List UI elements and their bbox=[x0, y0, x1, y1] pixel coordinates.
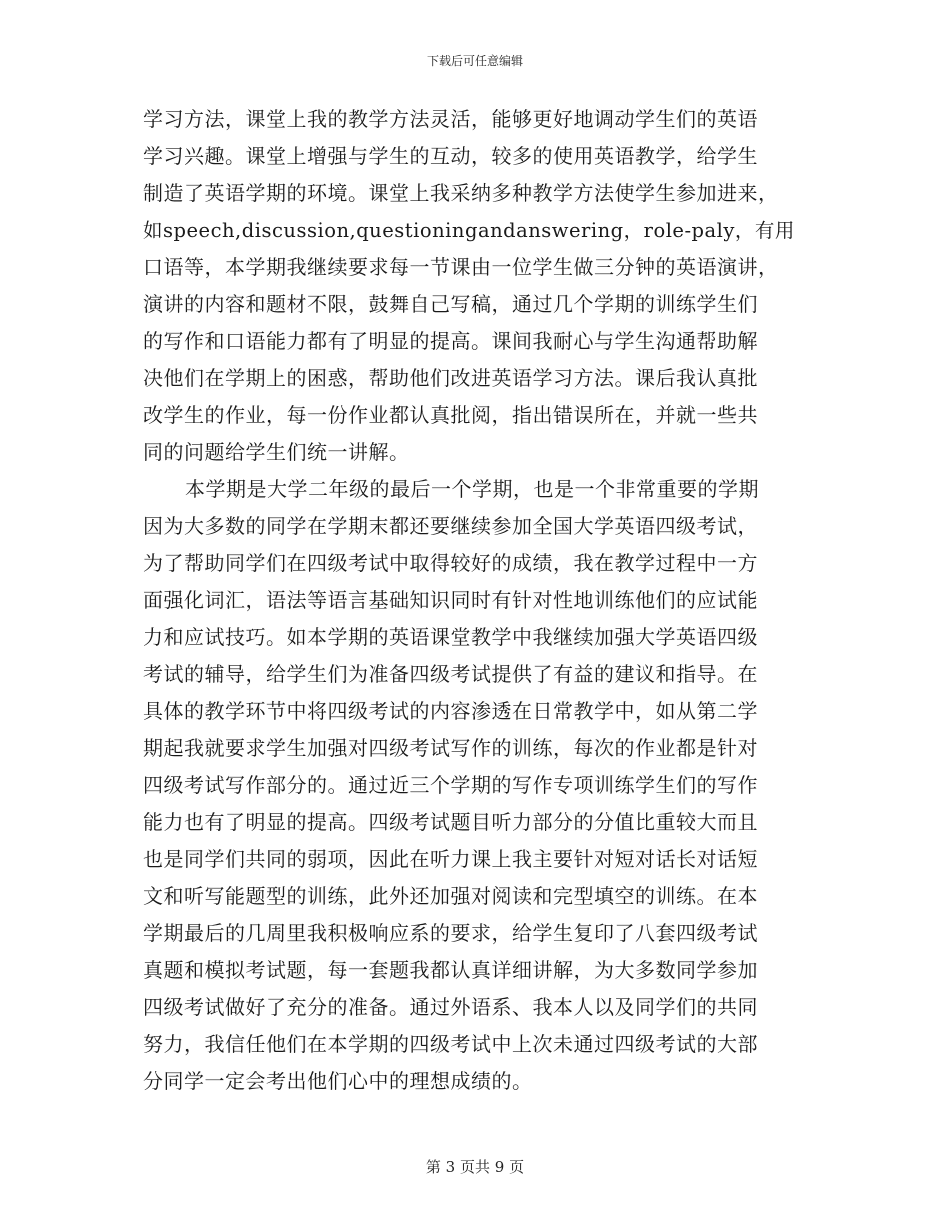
body-text-line: 力和应试技巧。如本学期的英语课堂教学中我继续加强大学英语四级 bbox=[143, 625, 758, 649]
body-text-line: 演讲的内容和题材不限，鼓舞自己写稿，通过几个学期的训练学生们 bbox=[143, 292, 758, 316]
body-text-line: 学期最后的几周里我积极响应系的要求，给学生复印了八套四级考试 bbox=[143, 921, 758, 945]
body-text-line: 学习兴趣。课堂上增强与学生的互动，较多的使用英语教学，给学生 bbox=[143, 144, 758, 168]
body-text-line: 学习方法，课堂上我的教学方法灵活，能够更好地调动学生们的英语 bbox=[143, 107, 758, 131]
document-body bbox=[143, 101, 803, 1100]
body-text-line: 改学生的作业，每一份作业都认真批阅，指出错误所在，并就一些共 bbox=[143, 403, 758, 427]
body-text-line: 四级考试写作部分的。通过近三个学期的写作专项训练学生们的写作 bbox=[143, 773, 758, 797]
body-text-line: 真题和模拟考试题，每一套题我都认真详细讲解，为大多数同学参加 bbox=[143, 958, 758, 982]
page-number: 第 3 页共 9 页 bbox=[425, 1158, 525, 1176]
body-text-line: 努力，我信任他们在本学期的四级考试中上次未通过四级考试的大部 bbox=[143, 1032, 758, 1056]
body-text-line: 如speech,discussion,questioningandanswering，role-paly，有用 bbox=[143, 219, 795, 242]
body-text-line: 分同学一定会考出他们心中的理想成绩的。 bbox=[143, 1069, 533, 1093]
body-text-line: 也是同学们共同的弱项，因此在听力课上我主要针对短对话长对话短 bbox=[143, 847, 758, 871]
body-text-line: 能力也有了明显的提高。四级考试题目听力部分的分值比重较大而且 bbox=[143, 810, 758, 834]
page-header: 下载后可任意编辑 bbox=[426, 54, 523, 68]
body-text-line: 同的问题给学生们统一讲解。 bbox=[143, 440, 410, 464]
body-text-line: 因为大多数的同学在学期末都还要继续参加全国大学英语四级考试， bbox=[143, 514, 758, 538]
body-text-line: 考试的辅导，给学生们为准备四级考试提供了有益的建议和指导。在 bbox=[143, 662, 758, 686]
paragraph-first-line: 本学期是大学二年级的最后一个学期，也是一个非常重要的学期 bbox=[185, 477, 759, 501]
body-text-line: 期起我就要求学生加强对四级考试写作的训练，每次的作业都是针对 bbox=[143, 736, 758, 760]
body-text-line: 的写作和口语能力都有了明显的提高。课间我耐心与学生沟通帮助解 bbox=[143, 329, 758, 353]
body-text-line: 文和听写能题型的训练，此外还加强对阅读和完型填空的训练。在本 bbox=[143, 884, 758, 908]
body-text-line: 具体的教学环节中将四级考试的内容渗透在日常教学中，如从第二学 bbox=[143, 699, 758, 723]
body-text-line: 决他们在学期上的困惑，帮助他们改进英语学习方法。课后我认真批 bbox=[143, 366, 758, 390]
body-text-line: 面强化词汇，语法等语言基础知识同时有针对性地训练他们的应试能 bbox=[143, 588, 758, 612]
body-text-line: 口语等，本学期我继续要求每一节课由一位学生做三分钟的英语演讲， bbox=[143, 255, 779, 279]
body-text-line: 四级考试做好了充分的准备。通过外语系、我本人以及同学们的共同 bbox=[143, 995, 758, 1019]
body-text-line: 为了帮助同学们在四级考试中取得较好的成绩，我在教学过程中一方 bbox=[143, 551, 758, 575]
body-text-line: 制造了英语学期的环境。课堂上我采纳多种教学方法使学生参加进来， bbox=[143, 181, 779, 205]
